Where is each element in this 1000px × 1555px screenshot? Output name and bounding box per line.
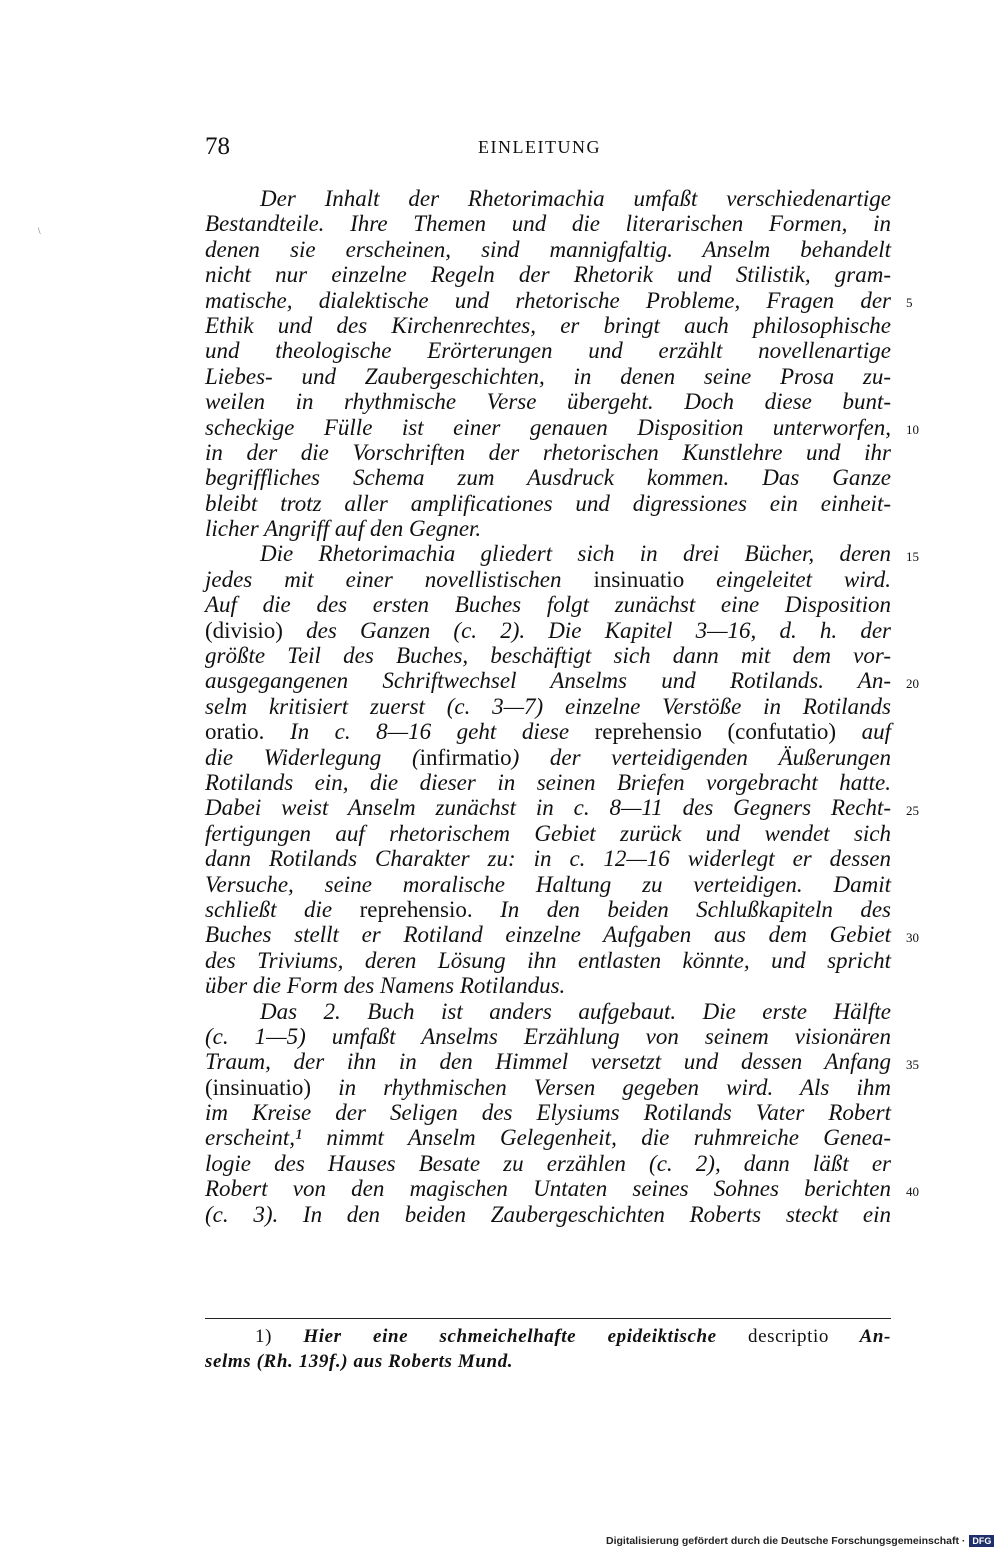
italic-segment: An-	[828, 1326, 891, 1347]
text-line	[205, 897, 891, 922]
line-number: 10	[906, 421, 919, 437]
italic-segment: Das 2. Buch ist anders aufgebaut. Die erste Hälfte	[260, 998, 891, 1024]
italic-segment: denen sie erscheinen, sind mannigfaltig. Anselm behandelt	[205, 236, 891, 262]
italic-segment: nicht nur einzelne Regeln der Rhetorik und Stilistik, gram-	[205, 262, 891, 288]
text-line	[205, 237, 891, 262]
italic-segment: über die Form des Namens Rotilandus.	[205, 973, 566, 999]
italic-segment: Traum, der ihn in den Himmel versetzt und dessen Anfang	[205, 1049, 891, 1075]
roman-segment: oratio.	[205, 719, 265, 745]
text-line	[205, 973, 891, 998]
italic-segment: im Kreise der Seligen des Elysiums Rotilands Vater Robert	[205, 1100, 891, 1126]
footnote-line	[205, 1324, 891, 1349]
text-line	[205, 1176, 891, 1201]
italic-segment: Die Rhetorimachia gliedert sich in drei Bücher, deren	[260, 541, 891, 567]
italic-segment: des Ganzen (c. 2). Die Kapitel 3—16, d. h. der	[282, 617, 891, 643]
body-text	[205, 186, 891, 1227]
italic-segment: schließt die	[205, 896, 360, 922]
text-line	[205, 1100, 891, 1125]
text-line	[205, 389, 891, 414]
text-line	[205, 516, 891, 541]
roman-segment: descriptio	[748, 1326, 829, 1347]
line-number: 20	[906, 675, 919, 691]
italic-segment: licher Angriff auf den Gegner.	[205, 516, 482, 542]
text-line	[205, 364, 891, 389]
italic-segment: größte Teil des Buches, beschäftigt sich dann mit dem vor-	[205, 643, 891, 669]
text-line	[205, 821, 891, 846]
italic-segment: selms (Rh. 139f.) aus Roberts Mund.	[205, 1351, 514, 1372]
line-number: 35	[906, 1056, 919, 1072]
text-line	[205, 1151, 891, 1176]
italic-segment: Auf die des ersten Buches folgt zunächst eine Disposition	[205, 592, 891, 618]
text-line	[205, 719, 891, 744]
text-line	[205, 770, 891, 795]
italic-segment: fertigungen auf rhetorischem Gebiet zurück und wendet sich	[205, 820, 891, 846]
text-line	[205, 465, 891, 490]
italic-segment: begriffliches Schema zum Ausdruck kommen. Das Ganze	[205, 465, 891, 491]
text-line	[205, 1049, 891, 1074]
text-line	[205, 643, 891, 668]
line-number: 15	[906, 548, 919, 564]
italic-segment: in der die Vorschriften der rhetorischen Kunstlehre und ihr	[205, 439, 891, 465]
footnote-line	[205, 1349, 891, 1374]
text-line	[205, 668, 891, 693]
footnote	[205, 1324, 891, 1374]
text-line	[205, 567, 891, 592]
dfg-logo: DFG	[969, 1535, 994, 1547]
roman-segment: (insinuatio)	[205, 1074, 312, 1100]
italic-segment: Liebes- und Zaubergeschichten, in denen seine Prosa zu-	[205, 363, 891, 389]
italic-segment: eingeleitet wird.	[684, 566, 891, 592]
italic-segment: logie des Hauses Besate zu erzählen (c. 2), dann läßt er	[205, 1150, 891, 1176]
italic-segment: des Triviums, deren Lösung ihn entlasten könnte, und spricht	[205, 947, 891, 973]
italic-segment: matische, dialektische und rhetorische Probleme, Fragen der	[205, 287, 891, 313]
italic-segment: Versuche, seine moralische Haltung zu verteidigen. Damit	[205, 871, 891, 897]
roman-segment: reprehensio (confutatio)	[594, 719, 837, 745]
margin-mark: \	[38, 226, 41, 236]
italic-segment: auf	[836, 719, 891, 745]
italic-segment: Bestandteile. Ihre Themen und die literarischen Formen, in	[205, 211, 891, 237]
roman-segment: 1)	[255, 1326, 304, 1347]
italic-segment: Dabei weist Anselm zunächst in c. 8—11 des Gegners Recht-	[205, 795, 891, 821]
text-line	[205, 948, 891, 973]
text-line	[205, 186, 891, 211]
roman-segment: insinuatio	[593, 566, 685, 592]
text-line	[205, 288, 891, 313]
italic-segment: dann Rotilands Charakter zu: in c. 12—16 widerlegt er dessen	[205, 846, 891, 872]
digitization-credit	[606, 1535, 994, 1547]
text-line	[205, 541, 891, 566]
text-line	[205, 440, 891, 465]
footnote-rule	[205, 1318, 891, 1319]
text-line	[205, 592, 891, 617]
italic-segment: ausgegangenen Schriftwechsel Anselms und Rotilands. An-	[205, 668, 891, 694]
italic-segment: in rhythmischen Versen gegeben wird. Als ihm	[311, 1074, 891, 1100]
text-line	[205, 491, 891, 516]
line-number: 30	[906, 929, 919, 945]
italic-segment: Der Inhalt der Rhetorimachia umfaßt verschiedenartige	[260, 186, 891, 211]
text-line	[205, 415, 891, 440]
italic-segment: die Widerlegung (	[205, 744, 420, 770]
italic-segment: selm kritisiert zuerst (c. 3—7) einzelne Verstöße in Rotilands	[205, 693, 891, 719]
line-number: 5	[906, 294, 913, 310]
italic-segment: Hier eine schmeichelhafte epideiktische	[303, 1326, 749, 1347]
italic-segment: weilen in rhythmische Verse übergeht. Doch diese bunt-	[205, 389, 891, 415]
roman-segment: infirmatio	[419, 744, 512, 770]
running-head: EINLEITUNG	[478, 137, 601, 157]
text-line	[205, 313, 891, 338]
text-line	[205, 694, 891, 719]
italic-segment: Robert von den magischen Untaten seines Sohnes berichten	[205, 1176, 891, 1202]
text-line	[205, 618, 891, 643]
text-line	[205, 1125, 891, 1150]
text-line	[205, 922, 891, 947]
credit-text: Digitalisierung gefördert durch die Deutsche Forschungsgemeinschaft ·	[606, 1535, 966, 1547]
italic-segment: jedes mit einer novellistischen	[205, 566, 594, 592]
italic-segment: (c. 3). In den beiden Zaubergeschichten Roberts steckt ein	[205, 1201, 891, 1227]
italic-segment: ) der verteidigenden Äußerungen	[511, 744, 891, 770]
text-line	[205, 262, 891, 287]
italic-segment: und theologische Erörterungen und erzählt novellenartige	[205, 338, 891, 364]
roman-segment: reprehensio.	[359, 896, 473, 922]
text-line	[205, 1024, 891, 1049]
text-line	[205, 745, 891, 770]
text-line	[205, 211, 891, 236]
text-line	[205, 846, 891, 871]
page-number: 78	[205, 133, 230, 160]
text-line	[205, 338, 891, 363]
italic-segment: Buches stellt er Rotiland einzelne Aufgaben aus dem Gebiet	[205, 922, 891, 948]
line-number: 40	[906, 1183, 919, 1199]
italic-segment: Rotilands ein, die dieser in seinen Briefen vorgebracht hatte.	[205, 769, 891, 795]
italic-segment: erscheint,¹ nimmt Anselm Gelegenheit, die ruhmreiche Genea-	[205, 1125, 891, 1151]
line-number: 25	[906, 802, 919, 818]
text-line	[205, 872, 891, 897]
text-line	[205, 1202, 891, 1227]
italic-segment: Ethik und des Kirchenrechtes, er bringt auch philosophische	[205, 312, 891, 338]
italic-segment: scheckige Fülle ist einer genauen Disposition unterworfen,	[205, 414, 891, 440]
text-line	[205, 1075, 891, 1100]
roman-segment: (divisio)	[205, 617, 283, 643]
italic-segment: bleibt trotz aller amplificationes und digressiones ein einheit-	[205, 490, 891, 516]
text-line	[205, 795, 891, 820]
text-line	[205, 999, 891, 1024]
italic-segment: In den beiden Schlußkapiteln des	[472, 896, 891, 922]
italic-segment: In c. 8—16 geht diese	[264, 719, 595, 745]
italic-segment: (c. 1—5) umfaßt Anselms Erzählung von seinem visionären	[205, 1023, 891, 1049]
